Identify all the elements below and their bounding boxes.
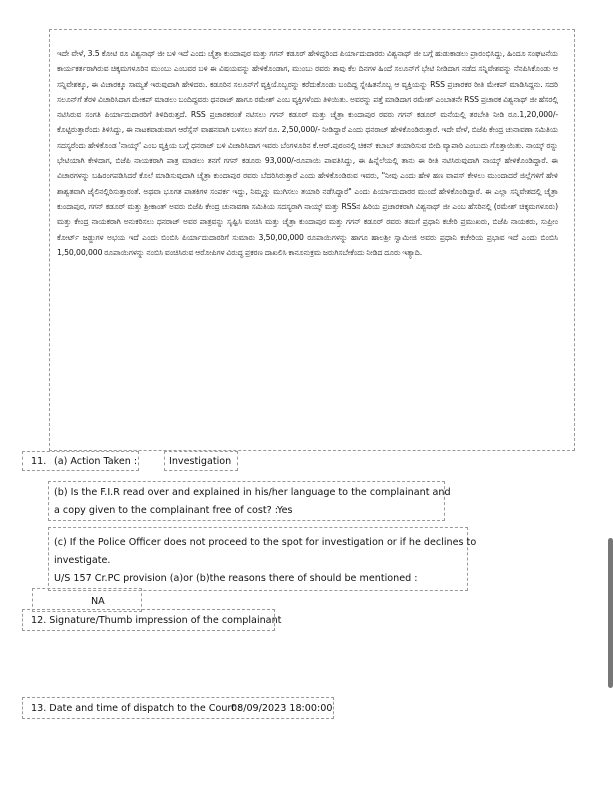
fir-read-over-answer: Yes (277, 505, 293, 516)
fir-read-over-question-line2: a copy given to the complainant free of cost? : (54, 505, 279, 516)
declines-investigate-line2: investigate. (54, 555, 111, 566)
fir-read-over-question-line1: (b) Is the F.I.R read over and explained in his/her language to the complainant and (54, 487, 451, 498)
fir-narrative-box (49, 29, 575, 451)
dispatch-to-court-value: 08/09/2023 18:00:00 (231, 703, 333, 714)
complainant-signature-label: 12. Signature/Thumb impression of the complainant (31, 615, 282, 626)
dispatch-to-court-label: 13. Date and time of dispatch to the Court : (31, 703, 242, 714)
action-taken-value: Investigation (169, 456, 232, 467)
action-taken-label: (a) Action Taken : (54, 456, 138, 467)
section-157-reasons-label: U/S 157 Cr.PC provision (a)or (b)the reasons there of should be mentioned : (54, 573, 418, 584)
declines-investigate-line1: (c) If the Police Officer does not proceed to the spot for investigation or if he declines to (54, 537, 477, 548)
item11-number: 11. (31, 456, 47, 467)
section-157-reasons-value: NA (91, 596, 105, 607)
vertical-scrollbar[interactable] (608, 538, 613, 688)
fir-narrative-text: ಇದೇ ವೇಳೆ, 3.5 ಕೋಟಿ ರೂ ವಿಶ್ವನಾಥ್ ಜೀ ಬಳಿ ಇದೆ ಎಂದು ಚೈತ್ರಾ ಕುಂದಾಪುರ ಮತ್ತು ಗಗನ್ ಕಡೂರ್ ಹೇಳಿದ್ದರಿಂದ ಪಿರ್ಯಾದುದಾರರು ವಿಶ್ವನಾಥ್ ಜೀ ಬಗ್ಗೆ ಹುಡುಕಾಡಲು ಪ್ರಾರಂಭಿಸಿದ್ದು, ಹಿಂದೂ ಸಂಘಟನೆಯ ಕಾರ್ಯಕರ್ತರಾಗಿರುವ ಚಿಕ್ಕಮಗಳೂರಿನ ಮುಂಬು ಎಂಬವರ ಬಳಿ ಈ ವಿಷಯವನ್ನು ಹೇಳಿಕೊಂಡಾಗ, ಮುಂಬು ರವರು ತಾವು ಕೆಲ ದಿನಗಳ ಹಿಂದೆ ಸಲೂನ್‌ಗೆ ಭೇಟಿ ನೀಡಿದಾಗ ನಡೆದ ಸನ್ನಿವೇಶವನ್ನು ನೆನಪಿಸಿಕೊಂಡು ಆ ಸನ್ನಿವೇಶಕ್ಕೂ, ಈ ವಿಚಾರಕ್ಕೂ ಸಾಮ್ಯತೆ ಇರುವುದಾಗಿ ಹೇಳಿದರು. ಕಡೂರಿನ ಸಲೂನ್‌ಗೆ ವ್ಯಕ್ತಿಯೊಬ್ಬರನ್ನು ಕರೆದುಕೊಂಡು ಬಂದಿದ್ದ ಸ್ನೇಹಿತನೊಬ್ಬ ಆ ವ್ಯಕ್ತಿಯನ್ನು RSS ಪ್ರಚಾರಕರ ರೀತಿ ಮೇಕಪ್ ಮಾಡಿಸಿದ್ದನು. ಸದರಿ ಸಲೂನ್‌ಗೆ ತೆರಳಿ ವಿಚಾರಿಸಿದಾಗ ಮೇಕಪ್ ಮಾಡಲು ಬಂದಿದ್ದವರು ಧನರಾಜ್ ಹಾಗೂ ರಮೇಶ್ ಎಂಬ ವ್ಯಕ್ತಿಗಳೆಂದು ತಿಳಿಯಿತು. ಅವರನ್ನು ಪತ್ತೆ ಮಾಡಿದಾಗ ರಮೇಶ್ ಎಂಬಾತನೇ RSS ಪ್ರಚಾರಕ ವಿಶ್ವನಾಥ್ ಜೀ ಹೆಸರಲ್ಲಿ ನಟಿಸಿರುವ ಸಂಗತಿ ಪಿರ್ಯಾದುದಾರರಿಗೆ ತಿಳಿದಿರುತ್ತದೆ. RSS ಪ್ರಚಾರಕರಂತೆ ನಟಿಸಲು ಗಗನ್ ಕಡೂರ್ ಮತ್ತು ಚೈತ್ರಾ ಕುಂದಾಪುರ ರವರು ಗಗನ್ ಕಡೂರ್ ಮನೆಯಲ್ಲಿ ತರಬೇತಿ ನೀಡಿ ರೂ.1,20,000/- ಕೊಟ್ಟಿರುತ್ತಾರೆಂದು ತಿಳಿಸಿದ್ದು, ಈ ನಾಟಕವಾಡುವಾಗ ಆರೆಸ್ಸೆಸ್ ವಾಹನವಾಗಿ ಬಳಸಲು ತನಗೆ ರೂ. 2,50,000/- ನೀಡಿದ್ದಾರೆ ಎಂದು ಧನರಾಜ್ ಹೇಳಿಕೊಂಡಿರುತ್ತಾರೆ. ಇದೇ ವೇಳೆ, ಬಿಜೆಪಿ ಕೇಂದ್ರ ಚುನಾವಣಾ ಸಮಿತಿಯ ಸದಸ್ಯರೆಂದು ಹೇಳಿಕೊಂಡ 'ನಾಯ್ಕ್' ಎಂಬ ವ್ಯಕ್ತಿಯ ಬಗ್ಗೆ ಧನರಾಜ್ ಬಳಿ ವಿಚಾರಿಸಿದಾಗ ಇವರು ಬೆಂಗಳೂರಿನ ಕೆ.ಆರ್.ಪುರಂನಲ್ಲಿ ಚಿಕನ್ ಕಬಾಬ್ ತಯಾರಿಸುವ ಬೀದಿ ವ್ಯಾಪಾರಿ ಎಂಬುದು ಗೊತ್ತಾಯಿತು. ನಾಯ್ಕ್ ರನ್ನು ಭೇಟಿಯಾಗಿ ಕೇಳಿದಾಗ, ಬಿಜೆಪಿ ನಾಯಕರಾಗಿ ಪಾತ್ರ ಮಾಡಲು ತನಗೆ ಗಗನ್ ಕಡೂರು 93,000/-ರೂಪಾಯಿ ಪಾವತಿಸಿದ್ದು, ಈ ಹಿನ್ನೆಲೆಯಲ್ಲಿ ತಾನು ಈ ರೀತಿ ನಟಿಸಿರುವುದಾಗಿ ನಾಯ್ಕ್ ಹೇಳಿಕೊಂಡಿದ್ದಾರೆ. ಈ ವಿಚಾರಗಳನ್ನು ಬಹಿರಂಗಪಡಿಸಿದರೆ ಕೊಲೆ ಮಾಡಿಸುವುದಾಗಿ ಚೈತ್ರಾ ಕುಂದಾಪುರ ರವರು ಬೆದರಿಸಿರುತ್ತಾರೆ ಎಂದು ಹೇಳಿಕೊಂಡಿರುವ ಇವರು, "ನೀವು ಎಂದು ಹೇಳಿ ಹಣ ವಾಪಸ್ ಕೇಳಲು ಮುಂದಾದರೆ ಜಿಲ್ಲೆಗಳಿಗೆ ಹೇಳಿ ಶಾಶ್ವತವಾಗಿ ಜೈಲಿನಲ್ಲಿರಿಸುತ್ತಾರಂತೆ. ಅಥವಾ ಭೂಗತ ಪಾತಕಿಗಳ ಸಂಪರ್ಕ ಇದ್ದು, ನಿಮ್ಮನ್ನು ಮುಗಿಸಲು ತಯಾರಿ ನಡೆಸಿದ್ದಾರೆ" ಎಂದು ಪಿರ್ಯಾದುದಾರರ ಮುಂದೆ ಹೇಳಿಕೊಂಡಿದ್ದಾರೆ. ಈ ಎಲ್ಲಾ ಸನ್ನಿವೇಶದಲ್ಲಿ ಚೈತ್ರಾ ಕುಂದಾಪುರ, ಗಗನ್ ಕಡೂರ್ ಮತ್ತು ಶ್ರೀಕಾಂತ್ ಅವರು ಬಿಜೆಪಿ ಕೇಂದ್ರ ಚುನಾವಣಾ ಸಮಿತಿಯ ಸದಸ್ಯರಾಗಿ ನಾಯ್ಕ್ ಮತ್ತು RSSನ ಹಿರಿಯ ಪ್ರಚಾರಕರಾಗಿ ವಿಶ್ವನಾಥ್ ಜೀ ಎಂಬ ಹೆಸರಿನಲ್ಲಿ (ರಮೇಶ್ ಚಿಕ್ಕಮಗಳೂರು) ಮತ್ತು ಕೇಂದ್ರ ನಾಯಕರಾಗಿ ಅನುಕರಿಸಲು ಧನರಾಜ್ ಅವರ ಪಾತ್ರವನ್ನು ಸೃಷ್ಟಿಸಿ ವಂಚಿಸಿ ಮತ್ತು ಚೈತ್ರಾ ಕುಂದಾಪುರ ಮತ್ತು ಗಗನ್ ಕಡೂರ್ ರವರು ತಮಗೆ ಪ್ರಧಾನಿ ಕಚೇರಿ ಪ್ರಮುಖರು, ಬಿಜೆಪಿ ನಾಯಕರು, ಸುಪ್ರೀಂ ಕೋರ್ಟ್ ಜಡ್ಜುಗಳ ಅಭಯ ಇದೆ ಎಂದು ಬಿಂಬಿಸಿ ಪಿರ್ಯಾದುದಾರರಿಗೆ ಸುಮಾರು 3,50,00,000 ರೂಪಾಯಿಗಳನ್ನು ಹಾಗೂ ಹಾಲಶ್ರೀ ಸ್ವಾಮೀಜಿ ಅವರು ಪ್ರಧಾನಿ ಕಚೇರಿಯ ಪ್ರಭಾವ ಇದೆ ಎಂದು ಬಿಂಬಿಸಿ 1,50,00,000 ರೂಪಾಯಿಗಳನ್ನು ನಂಬಿಸಿ ವಂಚಿಸಿರುವ ಆರೋಪಿಗಳ ವಿರುದ್ಧ ಪ್ರಕರಣ ದಾಖಲಿಸಿ ಕಾನೂನುಕ್ರಮ ಜರುಗಿಸಬೇಕೆಂದು ನೀಡಿದ ದೂರು ಇತ್ಯಾದಿ. (57, 49, 558, 257)
